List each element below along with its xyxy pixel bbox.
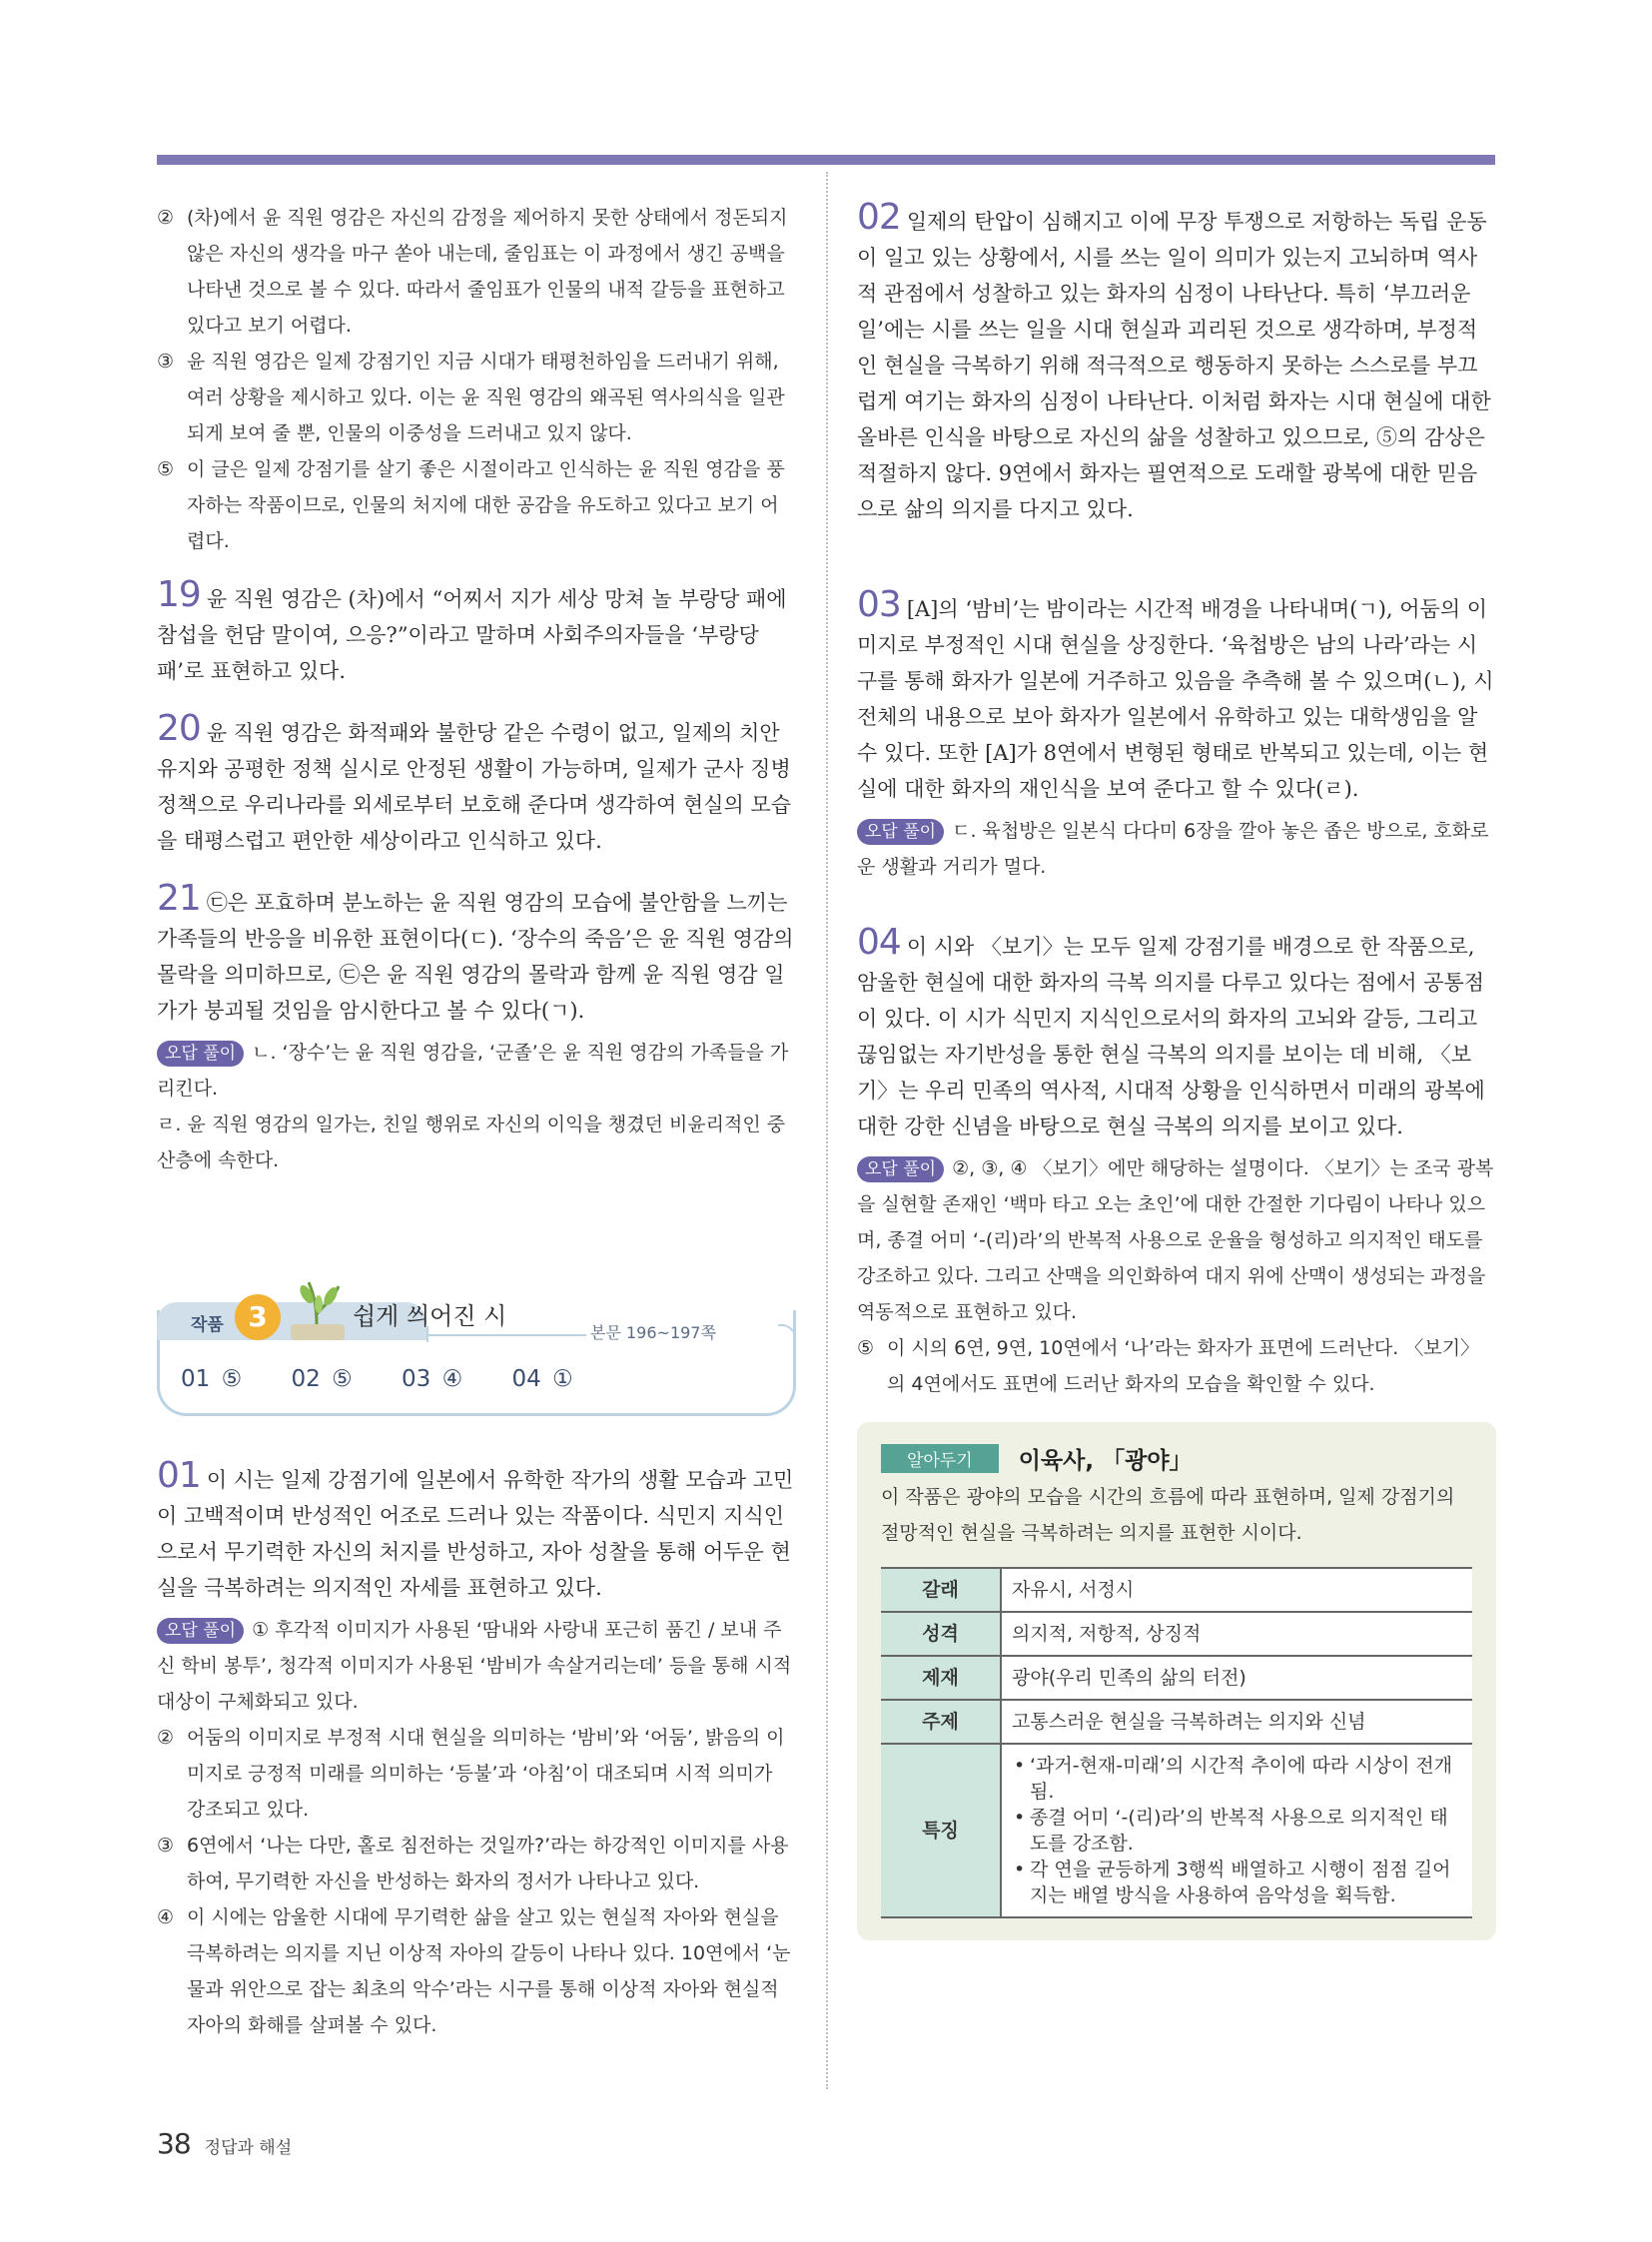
- item-number: ②: [157, 1727, 175, 1749]
- table-key: 주제: [881, 1700, 1001, 1744]
- top-rule: [157, 155, 1495, 165]
- answer-key-item: 02 ⑤: [291, 1366, 353, 1392]
- table-value: 자유시, 서정시: [1001, 1568, 1472, 1612]
- note-intro: 이 작품은 광야의 모습을 시간의 흐름에 따라 표현하며, 일제 강점기의 절망적인 현실을 극복하려는 의지를 표현한 시이다.: [881, 1486, 1455, 1544]
- page-footer: [157, 2127, 292, 2160]
- answer-key: [181, 1366, 611, 1392]
- wrong-answer-03: [857, 813, 1496, 885]
- item-text: 이 글은 일제 강점기를 살기 좋은 시절이라고 인식하는 윤 직원 영감을 풍자하는 작품이므로, 인물의 처지에 대한 공감을 유도하고 있다고 보기 어렵다.: [187, 458, 785, 552]
- table-value: 의지적, 저항적, 상징적: [1001, 1612, 1472, 1656]
- answer-04: [857, 922, 1496, 1144]
- plant-icon: [287, 1274, 349, 1344]
- question-number: 03: [857, 584, 901, 625]
- wrong-answer-badge: 오답 풀이: [857, 819, 944, 845]
- left-column: [157, 200, 796, 2043]
- table-key: 제재: [881, 1656, 1001, 1700]
- wrong-answer-text: ②, ③, ④ 〈보기〉에만 해당하는 설명이다. 〈보기〉는 조국 광복을 실현할 존재인 ‘백마 타고 오는 초인’에 대한 간절한 기다림이 나타나 있으며, 종결 어미 ‘-(리)라’의 반복적 사용으로 운율을 형성하고 의지적인 태도를 강조하고 있다. 그리고 산맥을 의인화하여 대지 위에 산맥이 생성되는 과정을 역동적으로 표현하고 있다.: [857, 1157, 1494, 1323]
- note-title: 이육사, 「광야」: [1018, 1448, 1193, 1474]
- ref-line: [426, 1334, 586, 1336]
- item-number: ⑤: [857, 1337, 875, 1359]
- note-item: [157, 451, 796, 559]
- answer-03: [857, 584, 1496, 807]
- note-item: [157, 344, 796, 451]
- answer-01: [157, 1455, 796, 1606]
- table-row: [881, 1700, 1472, 1744]
- answer-text: 이 시는 일제 강점기에 일본에서 유학한 작가의 생활 모습과 고민이 고백적이며 반성적인 어조로 드러나 있는 작품이다. 식민지 지식인으로서 무기력한 자신의 처지를 반성하고, 자아 성찰을 통해 어두운 현실을 극복하려는 의지적인 자세를 표현하고 있다.: [157, 1468, 794, 1600]
- question-number: 01: [157, 1455, 201, 1496]
- item-number: ⑤: [157, 458, 175, 480]
- table-row: [881, 1568, 1472, 1612]
- note-tag: 알아두기: [881, 1444, 999, 1473]
- wrong-answer-badge: 오답 풀이: [157, 1041, 244, 1067]
- item-text: 후각적 이미지가 사용된 ‘땀내와 사랑내 포근히 품긴 / 보내 주신 학비 봉투’, 청각적 이미지가 사용된 ‘밤비가 속살거리는데’ 등을 통해 시적 대상이 구체화되고 있다.: [157, 1619, 792, 1713]
- wrong-answer-item: [157, 1828, 796, 1899]
- table-row: [881, 1612, 1472, 1656]
- work-label: 작품: [191, 1315, 224, 1335]
- feature-item: • 각 연을 균등하게 3행씩 배열하고 시행이 점점 길어지는 배열 방식을 사용하여 음악성을 획득함.: [1012, 1857, 1462, 1908]
- answer-19: [157, 574, 796, 689]
- item-number: ②: [157, 207, 175, 229]
- wrong-answer-04: [857, 1150, 1496, 1402]
- answer-key-item: 03 ④: [402, 1366, 463, 1392]
- work-header: [157, 1274, 796, 1434]
- work-title: 쉽게 씌어진 시: [353, 1302, 507, 1330]
- feature-item: • ‘과거-현재-미래’의 시간적 추이에 따라 시상이 전개됨.: [1012, 1753, 1462, 1805]
- item-number: ③: [157, 1835, 175, 1857]
- table-row: [881, 1744, 1472, 1917]
- wrong-answer-item: [157, 1720, 796, 1828]
- feature-item: • 종결 어미 ‘-(리)라’의 반복적 사용으로 의지적인 태도를 강조함.: [1012, 1805, 1462, 1857]
- answer-text: ㉢은 포효하며 분노하는 윤 직원 영감의 모습에 불안함을 느끼는 가족들의 반응을 비유한 표현이다(ㄷ). ‘장수의 죽음’은 윤 직원 영감의 몰락을 의미하므로, ㉢은 윤 직원 영감의 몰락과 함께 윤 직원 영감 일가가 붕괴될 것임을 암시한다고 볼 수 있다(ㄱ).: [157, 891, 794, 1023]
- answer-21: [157, 878, 796, 1029]
- note-table: [881, 1567, 1472, 1918]
- item-number: ④: [157, 1906, 175, 1928]
- wrong-answer-item: [857, 1330, 1496, 1402]
- answer-text: 일제의 탄압이 심해지고 이에 무장 투쟁으로 저항하는 독립 운동이 일고 있는 상황에서, 시를 쓰는 일이 의미가 있는지 고뇌하며 역사적 관점에서 성찰하고 있는 화자의 심정이 나타난다. 특히 ‘부끄러운 일’에는 시를 쓰는 일을 시대 현실과 괴리된 것으로 생각하며, 부정적인 현실을 극복하기 위해 적극적으로 행동하지 못하는 스스로를 부끄럽게 여기는 화자의 심정이 나타난다. 이처럼 화자는 시대 현실에 대한 올바른 인식을 바탕으로 자신의 삶을 성찰하고 있으므로, ⑤의 감상은 적절하지 않다. 9연에서 화자는 필연적으로 도래할 광복에 대한 믿음으로 삶의 의지를 다지고 있다.: [857, 210, 1491, 521]
- item-text: 윤 직원 영감은 일제 강점기인 지금 시대가 태평천하임을 드러내기 위해, 여러 상황을 제시하고 있다. 이는 윤 직원 영감의 왜곡된 역사의식을 일관되게 보여 줄 뿐, 인물의 이중성을 드러내고 있지 않다.: [187, 351, 785, 444]
- note-item: [157, 200, 796, 344]
- wrong-answer-01: [157, 1612, 796, 2043]
- answer-text: 윤 직원 영감은 (차)에서 “어찌서 지가 세상 망쳐 놀 부랑당 패에 참섭을 헌담 말이여, 으응?”이라고 말하며 사회주의자들을 ‘부랑당 패’로 표현하고 있다.: [157, 587, 787, 683]
- question-number: 21: [157, 878, 201, 919]
- item-number: ①: [252, 1619, 270, 1641]
- wrong-answer-item: [157, 1899, 796, 2043]
- answer-key-item: 01 ⑤: [181, 1366, 243, 1392]
- question-number: 04: [857, 922, 901, 963]
- question-number: 20: [157, 708, 201, 749]
- wrong-answer-badge: 오답 풀이: [857, 1156, 944, 1182]
- table-key: 성격: [881, 1612, 1001, 1656]
- item-text: (차)에서 윤 직원 영감은 자신의 감정을 제어하지 못한 상태에서 정돈되지 않은 자신의 생각을 마구 쏟아 내는데, 줄임표는 이 과정에서 생긴 공백을 나타낸 것으로 볼 수 있다. 따라서 줄임표가 인물의 내적 갈등을 표현하고 있다고 보기 어렵다.: [187, 207, 788, 337]
- work-number-badge: 3: [235, 1294, 281, 1340]
- footer-label: 정답과 해설: [204, 2138, 293, 2158]
- item-text: 6연에서 ‘나는 다만, 홀로 침전하는 것일까?’라는 하강적인 이미지를 사용하여, 무기력한 자신을 반성하는 화자의 정서가 나타나고 있다.: [187, 1835, 789, 1892]
- item-text: 어둠의 이미지로 부정적 시대 현실을 의미하는 ‘밤비’와 ‘어둠’, 밝음의 이미지로 긍정적 미래를 의미하는 ‘등불’과 ‘아침’이 대조되며 시적 의미가 강조되고 있다.: [187, 1727, 785, 1821]
- note-box: [857, 1422, 1496, 1940]
- answer-text: 윤 직원 영감은 화적패와 불한당 같은 수령이 없고, 일제의 치안 유지와 공평한 정책 실시로 안정된 생활이 가능하며, 일제가 군사 징병 정책으로 우리나라를 외세로부터 보호해 준다며 생각하여 현실의 모습을 태평스럽고 편안한 세상이라고 인식하고 있다.: [157, 721, 792, 853]
- answer-key-item: 04 ①: [511, 1366, 573, 1392]
- answer-text: [A]의 ‘밤비’는 밤이라는 시간적 배경을 나타내며(ㄱ), 어둠의 이미지로 부정적인 시대 현실을 상징한다. ‘육첩방은 남의 나라’라는 시구를 통해 화자가 일본에 거주하고 있음을 추측해 볼 수 있으며(ㄴ), 시 전체의 내용으로 보아 화자가 일본에서 유학하고 있는 대학생임을 알 수 있다. 또한 [A]가 8연에서 변형된 형태로 반복되고 있는데, 이는 현실에 대한 화자의 재인식을 보여 준다고 할 수 있다(ㄹ).: [857, 597, 1494, 801]
- right-column: [857, 197, 1496, 1940]
- table-value: 광야(우리 민족의 삶의 터전): [1001, 1656, 1472, 1700]
- note-header: [881, 1442, 1472, 1475]
- previous-answer-notes: [157, 200, 796, 559]
- page-number: 38: [157, 2127, 191, 2160]
- item-number: ③: [157, 351, 175, 373]
- question-number: 19: [157, 574, 201, 615]
- table-value: 고통스러운 현실을 극복하려는 의지와 신념: [1001, 1700, 1472, 1744]
- answer-02: [857, 197, 1496, 527]
- work-page-reference: 본문 196~197쪽: [590, 1323, 716, 1342]
- column-divider: [826, 172, 828, 2089]
- feature-list: [1012, 1753, 1462, 1908]
- table-row: [881, 1656, 1472, 1700]
- wrong-answer-text: ㄷ. 육첩방은 일본식 다다미 6장을 깔아 놓은 좁은 방으로, 호화로운 생활과 거리가 멀다.: [857, 820, 1489, 878]
- wrong-answer-badge: 오답 풀이: [157, 1618, 244, 1644]
- wrong-answer-line: ㄹ. 윤 직원 영감의 일가는, 친일 행위로 자신의 이익을 챙겼던 비윤리적인 중산층에 속한다.: [157, 1114, 786, 1171]
- table-key: 특징: [881, 1744, 1001, 1917]
- question-number: 02: [857, 197, 901, 238]
- item-text: 이 시의 6연, 9연, 10연에서 ‘나’라는 화자가 표면에 드러난다. 〈보기〉의 4연에서도 표면에 드러난 화자의 모습을 확인할 수 있다.: [887, 1337, 1480, 1395]
- item-text: 이 시에는 암울한 시대에 무기력한 삶을 살고 있는 현실적 자아와 현실을 극복하려는 의지를 지닌 이상적 자아의 갈등이 나타나 있다. 10연에서 ‘눈물과 위안으로 잡는 최초의 악수’라는 시구를 통해 이상적 자아와 현실적 자아의 화해를 살펴볼 수 있다.: [187, 1906, 791, 2036]
- table-key: 갈래: [881, 1568, 1001, 1612]
- answer-20: [157, 708, 796, 859]
- table-value: [1001, 1744, 1472, 1917]
- wrong-answer-line: ㄴ. ‘장수’는 윤 직원 영감을, ‘군졸’은 윤 직원 영감의 가족들을 가리킨다.: [157, 1042, 789, 1100]
- answer-text: 이 시와 〈보기〉는 모두 일제 강점기를 배경으로 한 작품으로, 암울한 현실에 대한 화자의 극복 의지를 다루고 있다는 점에서 공통점이 있다. 이 시가 식민지 지식인으로서의 화자의 고뇌와 갈등, 그리고 끊임없는 자기반성을 통한 현실 극복의 의지를 보이는 데 비해, 〈보기〉는 우리 민족의 역사적, 시대적 상황을 인식하면서 미래의 광복에 대한 강한 신념을 바탕으로 현실 극복의 의지를 보이고 있다.: [857, 935, 1485, 1138]
- wrong-answer-21: [157, 1035, 796, 1178]
